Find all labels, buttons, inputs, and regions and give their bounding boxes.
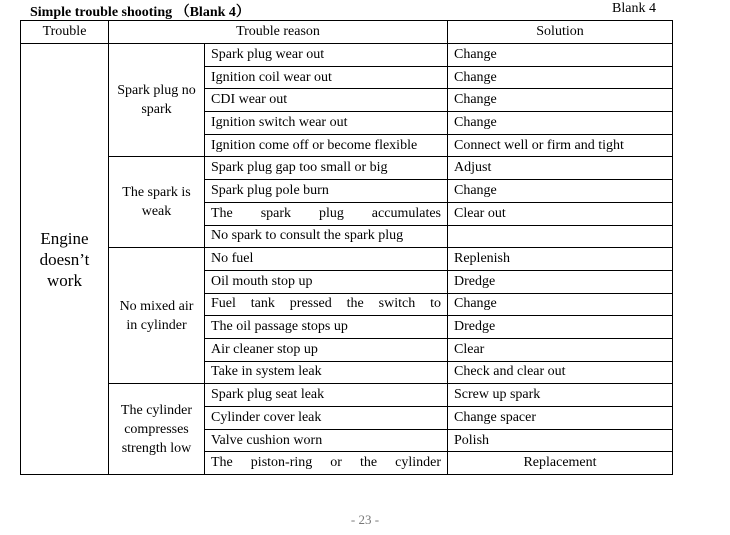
solution-cell: Screw up spark bbox=[448, 384, 673, 407]
solution-cell: Clear bbox=[448, 338, 673, 361]
cause-cell: Fuel tank pressed the switch to bbox=[205, 293, 448, 316]
solution-cell: Change bbox=[448, 89, 673, 112]
cause-cell: The spark plug accumulates bbox=[205, 202, 448, 225]
solution-cell: Change bbox=[448, 112, 673, 135]
cause-cell: Valve cushion worn bbox=[205, 429, 448, 452]
cause-cell: No fuel bbox=[205, 248, 448, 271]
column-header-trouble: Trouble bbox=[21, 21, 109, 44]
solution-cell: Clear out bbox=[448, 202, 673, 225]
solution-cell: Change bbox=[448, 66, 673, 89]
reason-group-cell: The cylinder compresses strength low bbox=[109, 384, 205, 475]
solution-cell: Dredge bbox=[448, 316, 673, 339]
cause-cell: Air cleaner stop up bbox=[205, 338, 448, 361]
reason-group-cell: No mixed air in cylinder bbox=[109, 248, 205, 384]
table-row bbox=[21, 44, 673, 67]
cause-cell: No spark to consult the spark plug bbox=[205, 225, 448, 248]
solution-cell: Change bbox=[448, 180, 673, 203]
cause-cell: Spark plug seat leak bbox=[205, 384, 448, 407]
cause-cell: Ignition coil wear out bbox=[205, 66, 448, 89]
solution-cell: Change bbox=[448, 44, 673, 67]
trouble-shooting-table bbox=[20, 20, 673, 475]
cause-cell: Cylinder cover leak bbox=[205, 407, 448, 430]
column-header-reason: Trouble reason bbox=[109, 21, 448, 44]
solution-cell: Replenish bbox=[448, 248, 673, 271]
solution-cell: Check and clear out bbox=[448, 361, 673, 384]
solution-cell: Replacement bbox=[448, 452, 673, 475]
trouble-cell: Engine doesn’t work bbox=[21, 44, 109, 475]
cause-cell: Ignition switch wear out bbox=[205, 112, 448, 135]
table-row bbox=[21, 157, 673, 180]
table-header-row bbox=[21, 21, 673, 44]
table-row bbox=[21, 248, 673, 271]
page-title: Simple trouble shooting （Blank 4） bbox=[30, 5, 250, 20]
solution-cell: Change spacer bbox=[448, 407, 673, 430]
solution-cell: Connect well or firm and tight bbox=[448, 134, 673, 157]
cause-cell: Spark plug wear out bbox=[205, 44, 448, 67]
solution-cell: Adjust bbox=[448, 157, 673, 180]
blank-label: Blank 4 bbox=[612, 1, 656, 16]
page-number: - 23 - bbox=[350, 512, 380, 527]
cause-cell: Spark plug pole burn bbox=[205, 180, 448, 203]
cause-cell: The piston-ring or the cylinder bbox=[205, 452, 448, 475]
cause-cell: CDI wear out bbox=[205, 89, 448, 112]
reason-group-cell: The spark is weak bbox=[109, 157, 205, 248]
reason-group-cell: Spark plug no spark bbox=[109, 44, 205, 157]
cause-cell: The oil passage stops up bbox=[205, 316, 448, 339]
column-header-solution: Solution bbox=[448, 21, 673, 44]
cause-cell: Take in system leak bbox=[205, 361, 448, 384]
solution-cell: Polish bbox=[448, 429, 673, 452]
cause-cell: Ignition come off or become flexible bbox=[205, 134, 448, 157]
table-row bbox=[21, 384, 673, 407]
cause-cell: Spark plug gap too small or big bbox=[205, 157, 448, 180]
solution-cell: Change bbox=[448, 293, 673, 316]
solution-cell: Dredge bbox=[448, 270, 673, 293]
solution-cell bbox=[448, 225, 673, 248]
cause-cell: Oil mouth stop up bbox=[205, 270, 448, 293]
